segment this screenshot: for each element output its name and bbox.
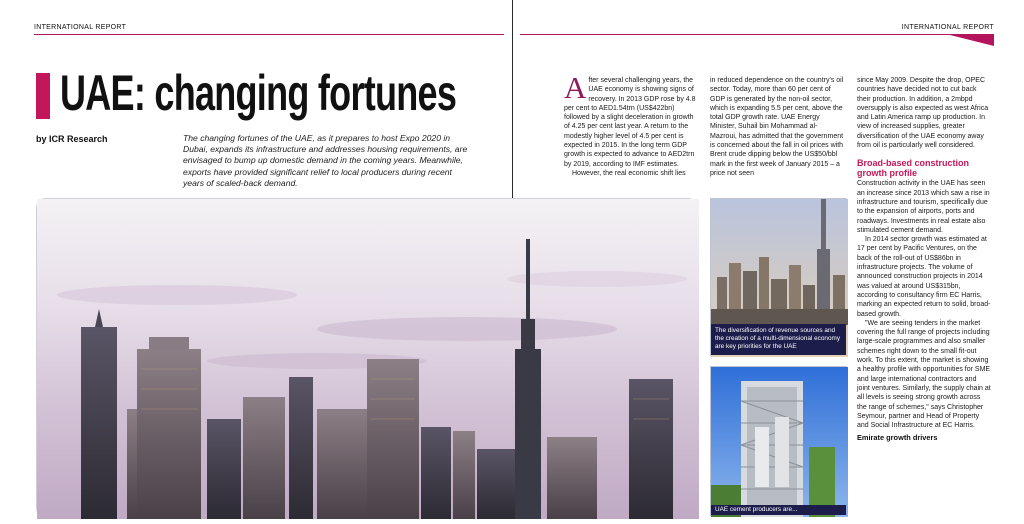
col1-paragraph-1: fter several challenging years, the UAE economy is showing signs of recovery. In 2013 GDP rose by 4.8 per cent to AED1.54trn (US$422bn) followed by a slight deceleration in growth of 4.25 per cent last year. A return to the modestly higher level of 4.5 per cent is expected in 2015. In the long term GDP growth is expected to advance to AED2trn by 2019, according to IMF estimates. <box>564 77 696 168</box>
article-title: UAE: changing fortunes <box>60 65 457 121</box>
article-column-3 <box>857 76 991 443</box>
article-column-1 <box>564 70 696 178</box>
byline: by ICR Research <box>36 134 108 144</box>
hero-skyline-image <box>36 198 698 518</box>
col3-paragraph-3: In 2014 sector growth was estimated at 17 per cent by Pacific Ventures, on the back of the roll-out of US$86bn in infrastructure projects. The volume of announced construction projects in 2014 was valued at around US$315bn, according to consultancy firm EC Harris, marking an expected return to solid, broad-based growth. <box>857 236 991 318</box>
skyline-photo <box>710 198 847 356</box>
header-left-label: INTERNATIONAL REPORT <box>34 24 127 31</box>
col3-paragraph-2: Construction activity in the UAE has seen an increase since 2013 which saw a rise in infrastructure and tourism, specifically due to the expansion of airports, ports and roadways. Investments in real estate also stimulated cement demand. <box>857 180 990 234</box>
col3-paragraph-1: since May 2009. Despite the drop, OPEC countries have decided not to cut back their production. In addition, a 2mbpd oversupply is also expected as west Africa and Latin America ramp up production. In view of increased supplies, greater diversification of the UAE economy away from oil is particularly well considered. <box>857 77 989 150</box>
header-rule-right <box>520 34 960 35</box>
header-accent-tab <box>946 34 994 46</box>
col2-paragraph-1: in reduced dependence on the country's oil sector. Today, more than 60 per cent of GDP is generated by the non-oil sector, which is expanding 5.5 per cent, above the total GDP growth rate. UAE Energy Minister, Suhail bin Mohammad al-Mazroui, has admitted that the government is concerned about the fall in oil prices with Brent crude dipping below the US$50/bbl mark in the first week of January 2015 – a price not seen <box>710 77 844 177</box>
cement-plant-photo <box>710 366 847 516</box>
header-rule-left <box>34 34 504 35</box>
article-column-2 <box>710 76 844 178</box>
title-accent-bar <box>36 73 50 119</box>
drop-cap: A <box>564 70 587 105</box>
section-subhead-2: Emirate growth drivers <box>857 433 938 443</box>
col1-paragraph-2: However, the real economic shift lies <box>572 169 686 177</box>
skyline-photo-caption: The diversification of revenue sources and the creation of a multi-dimensional economy are key priorities for the UAE <box>711 324 846 355</box>
section-subhead: Broad-based construction growth profile <box>857 158 970 178</box>
cement-plant-caption: UAE cement producers are... <box>711 505 846 515</box>
standfirst: The changing fortunes of the UAE, as it prepares to host Expo 2020 in Dubai, expands its infrastructure and addresses housing requirements, are envisaged to bump up domestic demand in the coming years. Meanwhile, exports have provided significant relief to local producers during recent years of scaled-back demand. <box>183 133 468 188</box>
col3-paragraph-4: "We are seeing tenders in the market covering the full range of projects including large-scale programmes and also smaller schemes right down to the small fit-out work. To this extent, the market is showing a healthy profile with opportunities for SME and large international contractors and joint ventures. Similarly, the supply chain at all levels is seeing strong growth across the range of schemes," says Christopher Seymour, partner and Head of Property and Social Infrastructure at EC Harris. <box>857 319 991 430</box>
header-right-label: INTERNATIONAL REPORT <box>901 24 994 31</box>
